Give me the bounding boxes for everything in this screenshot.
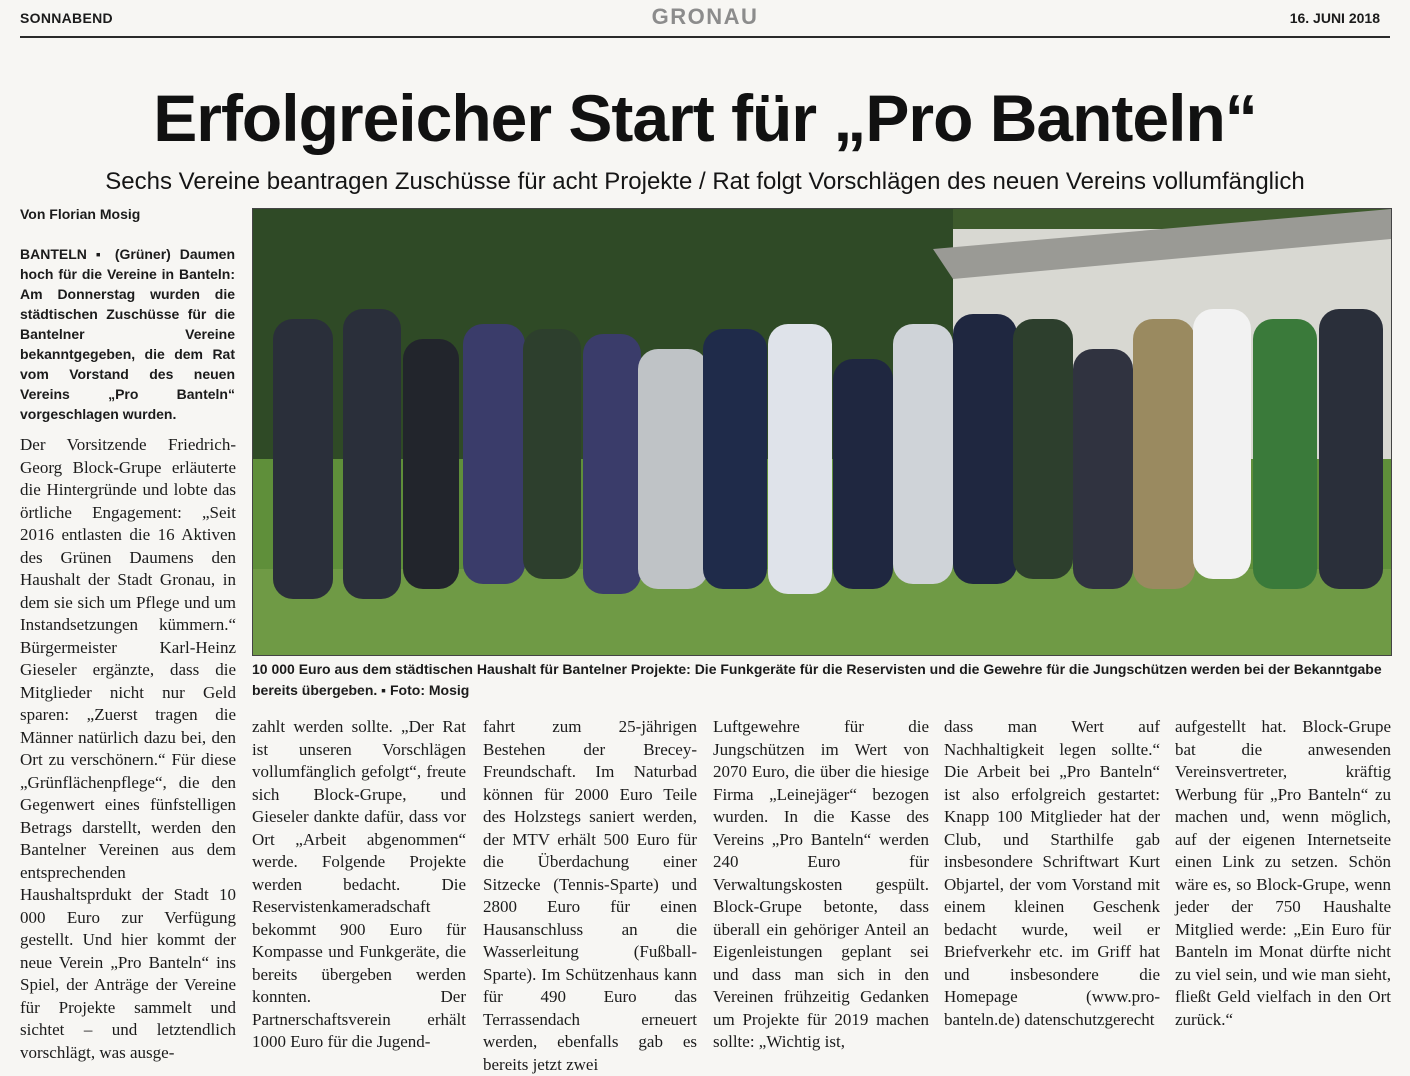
article-column-5: dass man Wert auf Nachhaltigkeit legen sollte.“ Die Arbeit bei „Pro Banteln“ ist also erfolgreich gestartet: Knapp 100 Mitglieder hat der Club, und Starthilfe gab insbesondere Schriftwart Kurt Objartel, der vom Vorstand mit einem kleinen Geschenk bedacht wurde, weil er Briefverkehr etc. im Griff hat und insbesondere die Homepage (www.pro-banteln.de) datenschutzgerecht bbox=[944, 717, 1160, 1029]
header-rule bbox=[20, 36, 1390, 38]
photo-group-of-people bbox=[273, 309, 1383, 599]
article-column-2: zahlt werden sollte. „Der Rat ist unseren Vorschlägen vollumfänglich gefolgt“, freute sich Block-Grupe, und Gieseler dankte dafür, dass vor Ort „Arbeit abgenommen“ werde. Folgende Projekte werden bedacht. Die Reservistenkameradschaft bekommt 900 Euro für Kompasse und Funkgeräte, die bereits übergeben werden konnten. Der Partnerschaftsverein erhält 1000 Euro für die Jugend- bbox=[252, 717, 466, 1051]
photo-caption: 10 000 Euro aus dem städtischen Haushalt für Bantelner Projekte: Die Funkgeräte für die Reservisten und die Gewehre für die Jungschützen werden bei der Bekanntgabe bereits übergeben. ▪ Foto: Mosig bbox=[252, 661, 1382, 698]
headline: Erfolgreicher Start für „Pro Banteln“ bbox=[153, 81, 1257, 155]
lead-paragraph: BANTELN ▪ (Grüner) Daumen hoch für die Vereine in Banteln: Am Donnerstag wurden die städtischen Zuschüsse für die Bantelner Vereine bekanntgegeben, die dem Rat vom Vorstand des neuen Vereins „Pro Banteln“ vorgeschlagen wurden. bbox=[20, 246, 235, 422]
issue-date: 16. JUNI 2018 bbox=[1289, 10, 1380, 26]
article-column-4: Luftgewehre für die Jungschützen im Wert von 2070 Euro, die über die hiesige Firma „Leinejäger“ bezogen wurden. In die Kasse des Vereins „Pro Banteln“ werden 240 Euro für Verwaltungskosten gespült. Block-Grupe betonte, dass überall ein gehöriger Anteil an Eigenleistungen geplant sei und dass man sich in den Vereinen frühzeitig Gedanken um Projekte für 2019 machen sollte: „Wichtig ist, bbox=[713, 717, 929, 1051]
article-column-6: aufgestellt hat. Block-Grupe bat die anwesenden Vereinsvertreter, kräftig Werbung für „Pro Banteln“ zu machen und, wenn möglich, auf der eigenen Internetseite einen Link zu setzen. Schön wäre es, so Block-Grupe, wenn jeder der 750 Haushalte Mitglied werde: „Ein Euro für Banteln im Monat dürfte nicht zu viel sein, und wie man sieht, fließt Geld vielfach in den Ort zurück.“ bbox=[1175, 717, 1391, 1029]
subheadline: Sechs Vereine beantragen Zuschüsse für acht Projekte / Rat folgt Vorschlägen des neuen Vereins vollumfänglich bbox=[105, 168, 1305, 195]
article-column-3: fahrt zum 25-jährigen Bestehen der Brecey-Freundschaft. Im Naturbad können für 2000 Euro Teile des Holzstegs saniert werden, der MTV erhält 500 Euro für die Überdachung einer Sitzecke (Tennis-Sparte) und 2800 Euro für einen Hausanschluss an die Wasserleitung (Fußball-Sparte). Im Schützenhaus kann für 490 Euro das Terrassendach erneuert werden, ebenfalls gab es bereits jetzt zwei bbox=[483, 717, 697, 1074]
issue-day: SONNABEND bbox=[20, 10, 113, 26]
article-column-1: Der Vorsitzende Friedrich-Georg Block-Grupe erläuterte die Hintergründe und lobte das örtliche Engagement: „Seit 2016 entlasten die 16 Aktiven des Grünen Daumens den Haushalt der Stadt Gronau, in dem sie sich um Pflege und um Instandsetzungen kümmern.“ Bürgermeister Karl-Heinz Gieseler ergänzte, dass die Mitglieder nicht nur Geld sparen: „Zuerst tragen die Männer natürlich dazu bei, den Ort zu verschönern.“ Für diese „Grünflächenpflege“, die den Gegenwert eines fünfstelligen Betrags darstellt, werden den Bantelner Vereinen aus dem entsprechenden Haushaltsprdukt der Stadt 10 000 Euro zur Verfügung gestellt. Und hier kommt der neue Verein „Pro Banteln“ ins Spiel, der Anträge der Vereine für Projekte sammelt und sichtet – und letztendlich vorschlägt, was ausge- bbox=[20, 435, 236, 1062]
section-name: GRONAU bbox=[651, 4, 759, 29]
group-photo bbox=[252, 208, 1392, 656]
byline: Von Florian Mosig bbox=[20, 206, 141, 222]
page-header bbox=[0, 0, 1410, 38]
